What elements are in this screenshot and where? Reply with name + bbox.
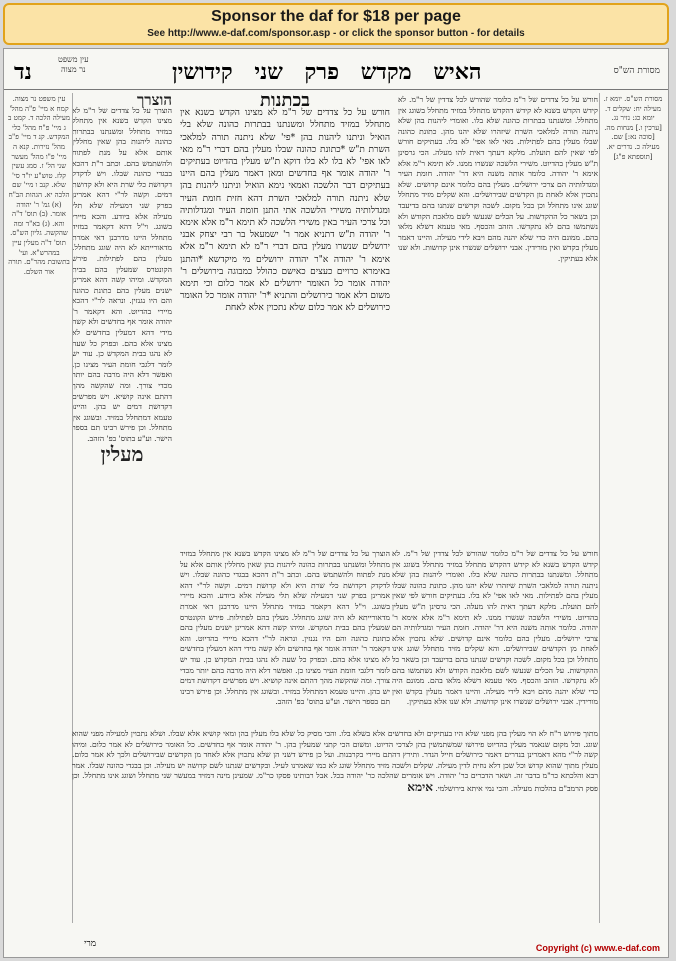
- sponsor-title: Sponsor the daf for $18 per page: [211, 8, 461, 25]
- gemara-column: [180, 95, 390, 545]
- page-title: האיש מקדש פרק שני קידושין: [172, 59, 482, 85]
- left-margin-notes: עין משפט נר מצוה. קמח א מיי' פ"ה מהל' מעילה הלכה ד. קמט ב ג מיי' פ"ח מהל' כלי המקדש. קנ ד מיי' פ"ב מהל' נזירות. קנא ה מיי' פ"ו מהל' מעשר שני הל' ז. סמג עשין קלז. טוש"ע יו"ד סי' שלא. קנב ו מיי' שם הלכה יא. הגהות הב"ח (א) גמ' ר' יהודה אומר. (ב) תוס' ד"ה והא. (ג) בא"ד ומה שהקשה. גליון הש"ס. תוס' ד"ה מעלין עיין במהרש"א. ועי' בתשובת מהר"ם. תורה אור השלם.: [8, 95, 70, 276]
- gemara-text: חורש על כל צדדים של ר"מ לא מצינו הקדש בשנא אין מתחלל במזיד מתחלל ומשנתנו בבתרות כהונה שלא בלי הואיל וניתנו ליהנות בהן *פי' שלא ניתנה תורה למלאכי השרת ת"ש *כתונת כהונה שבלו מעלין בהם דברי ר"מ מאי לאו אפי' לא בלו לא בלו דוקא ת"ש מעלין בהדיוט בעתיקים ר' יהודה אומר אף בחדשים ומאן דאמר מעלין בהם היינו בעתיקים דבר הלשכה ואמאי נימא הואיל וניתנו ליהנות בהן שלא ניתנה תורה למלאכי השרת דהא חזית חומת העיר ומגדלותיה משירי הלשכה אתי התנן חומת העיר ומגדלותיה וכל צרכי העיר באין משירי הלשכה לא תימא ר"מ אלא אימא ר' יהודה ת"ש דתניא אמר ר' ישמעאל בר רבי יצחק אבני ירושלים שנשרו מעלין בהם דברי ר"מ לא תימא ר"מ אלא אימא ר' יהודה א"ר יהודה ירושלים מי מיקדשא *והתנן באימרא כרויים כעצים כאישם כהולל כמבוגה בירושלים ר' יהודה אומר כל האומר ירושלים לא אמר כלום וכי תימא משום דלא אמר כירושלים והתניא *ר' יהודה אומר כל האומר כירושלים לא אמר כלום שלא נתכוין אלא לאחת: [180, 108, 390, 314]
- rashi-column: [398, 95, 598, 545]
- tosafot-continuation-text: הוצרך על כל צדדים של ר"מ לא מצינו הקדש בשנא אין מתחלל במזיד מתחלל ומשנתנו בבתרות כהונה ליהנות בהן שאין מחללין אותם אלא על מנת לפתוח ולהשתמש בהם. וכתב ר"ת דהכא בבגדי כהונה שבלו. ויש לדקדק דקדושת כלי שרת היא ולא קדושת דמים. וקשה לר"י דהא אמרינן בפרק שני דמעילה שלא תלי מעילה אלא ביודע. והכא מיירי בשוגג. וי"ל דהא דקאמר במזיד מתחלל היינו מדרבנן דאי אמרת מדאורייתא לא היה שוגג מתחלל. מעלין בהם לפתילות. פירש הקונטרס שמעלין בהם בבית המקדש. ומיהו קשה דהא אמרינן ישנים מעלין בהם כתונת כהונה והם היו נגנזין. ונראה לר"י דהכא מיירי בהדיוט. והא דקאמר ר' יהודה אומר אף בחדשים ולא קשה מידי דהא דמעלין בחדשים לא מצינו אלא בהם. ובפרק כל שעה לא נהגו בבית המקדש כן. עוד יש לומר דלגבי חומת העיר מצינו כן. ואפשר דלא היה מרבה בהם יותר מכדי צורך. ומה שהקשה מהך דהתם אינה קושיא. ויש מפרשים דקדושת דמים יש בהן. והיינו טעמא דמתחלל במזיד. ובשוגג אין מתחלל. וכן פירש רבינו תם בספר הישר. וע"ע בתוס' בפ' הזהב.: [180, 549, 390, 707]
- tosafot-column: [72, 95, 172, 715]
- right-margin-notes: מסורת הש"ס. יומא ז. מעילה יח: שקלים ד. יומא כג: נזיר נג. [ערכין ו.] מנחות מה. [סוכה נא:] שם. מעילה כ. נדרים יא. [תוספתא פ"ג]: [603, 95, 663, 161]
- page-header: [4, 53, 668, 87]
- middle-heading-word: מעלין: [100, 441, 144, 466]
- folio-number: נד: [14, 59, 32, 85]
- side-heading-word: בכתנות: [260, 95, 310, 111]
- tosafot-opening-word: הוצרך: [136, 95, 172, 109]
- gemara-continuation: [180, 549, 390, 719]
- right-divider: [599, 93, 600, 923]
- bottom-commentary-text: מתוך פירוש ר"ח לא הוי מעלין בהן מפני שלא היו בעתיקים ולא בחדשים אלא בשלא בלו. והכי מסיק כל שלא בלו מעלין בהן ומאי קושיא אלא שבלו. ושלא נתכוין למעילה מפני שהוא שוגג. וכל מקום שנאמר מעלין בהדיוט פירושו שמשתמשין בהן לצרכי הדיוט. ומשום הכי קתני שמעלין בהן. ר' יהודה אומר אף בחדשים. כל האומר כירושלים לא אמר כלום. ומיהו קשה לר"י מהא דאמרינן בנדרים דאמר כירושלים חייל הנדר. ותירץ דהתם מיירי בקרבנות. ועל כן פירש דשני הן שלא נתכוין אלא לאחד מן הקדשים שבירושלים ולכך לא אמר כלום. מעלין מתוך שהוא קדוש וכל שכן דלא נחית לדין מעילה. שקלים ולשכה מזיד מתחלל שוגג לא כמו שאמרנו לעיל. ובקדשים שנתנו לשם קדושה יש מעילה. וכן בבגדי כהונה שבלו. אמר רבא והלכתא כר"מ בדבר זה. ושאר הדברים כר' יהודה. ויש אומרים שהלכה כר' יהודה בכל. אבל רבותינו פסקו כר"מ. שמעינן מינה דמזיד במעשר שני מתחלל ושוגג אינו מתחלל. וכן פסק הרמב"ם בהלכות מעילה. והכי נמי איתא בירושלמי.: [72, 729, 598, 793]
- talmud-page: [3, 48, 669, 958]
- bottom-commentary: [72, 729, 598, 919]
- rashi-continuation: [392, 549, 598, 719]
- rashi-text: חורש על כל צדדים של ר"מ כלומר שהורש לכל צדדין של ר"מ. לא קידש הקדש בשנא לא קידש דהקדש מתחלל במזיד מתחלל בשוגג אין מתחלל. ומשנתנו בבתרות כהונה שלא בלו. ואומרי ליהנות בהן שלא ניתנה תורה למלאכי השרת שיזהרו שלא יהנו מהן. כתונת כהונה שבלו מעלין בהם לפתילות. מאי לאו אפי' לא בלו. בעתיקים חורש לפי שאין להם תועלת. מלקא דעתך דאית להו מעלה. הכי גרסינן ת"ש מעלין בהדיוט. משירי הלשכה שנשרו ממנו. לא תימא ר"מ אלא אימא ר' יהודה. כלומר אותה משנה היא דר' יהודה. חומת העיר ומגדלותיה הם צרכי ירושלים. מעלין בהם כלומר אינם קדושים. שלא נתכוין אלא לאחת מן הקדשים שבירושלים. והא שקלים מזיד מתחלל שוגג אינו מתחלל וכן בכל מקום. לשכה וקדשים שנתנו בהם בדיעבד וכן בשאר כל ההקדשות. על הכלים שנעשו לשם מלאכת הקודש ולא נשתמשו בהם לא נתקדשו. הזהב והכסף. מאי טעמא דשלא מלאו בהם. ממונם היה כדי שלא יהנה מהם ויבא לידי מעילה. והיינו דאמר מעלין בקדש ואין מורידין. אבני ירושלים שנשרו אינן קדושות. ולא שנו אלא בעתיקין.: [398, 95, 598, 263]
- copyright-notice[interactable]: Copyright (c) www.e-daf.com: [535, 943, 660, 953]
- ein-mishpat-label: עין משפט נר מצוה: [58, 55, 89, 74]
- tosafot-text: הוצרך על כל צדדים של ר"מ לא מצינו הקדש בשנא אין מתחלל במזיד מתחלל ומשנתנו בבתרות כהונה ליהנות בהן שאין מחללין אותם אלא על מנת לפתוח ולהשתמש בהם. וכתב ר"ת דהכא בבגדי כהונה שבלו. ויש לדקדק דקדושת כלי שרת היא ולא קדושת דמים. וקשה לר"י דהא אמרינן בפרק שני דמעילה שלא תלי מעילה אלא ביודע. והכא מיירי בשוגג. וי"ל דהא דקאמר במזיד מתחלל היינו מדרבנן דאי אמרת מדאורייתא לא היה שוגג מתחלל. מעלין בהם לפתילות. פירש הקונטרס שמעלין בהם בבית המקדש. ומיהו קשה דהא אמרינן ישנים מעלין בהם כתונת כהונה והם היו נגנזין. ונראה לר"י דהכא מיירי בהדיוט. והא דקאמר ר' יהודה אומר אף בחדשים ולא קשה מידי דהא דמעלין בחדשים לא מצינו אלא בהם. ובפרק כל שעה לא נהגו בבית המקדש כן. עוד יש לומר דלגבי חומת העיר מצינו כן. ואפשר דלא היה מרבה בהם יותר מכדי צורך. ומה שהקשה מהך דהתם אינה קושיא. ויש מפרשים דקדושת דמים יש בהן. והיינו טעמא דמתחלל במזיד. ובשוגג אין מתחלל. וכן פירש רבינו תם בספר הישר. וע"ע בתוס' בפ' הזהב.: [72, 105, 172, 443]
- bottom-heading-word: אימא: [407, 779, 433, 794]
- sponsor-banner[interactable]: [3, 3, 669, 45]
- sponsor-subtitle[interactable]: See http://www.e-daf.com/sponsor.asp - or click the sponsor button - for details: [147, 28, 525, 39]
- catchword: מרי: [84, 939, 97, 949]
- rashi-continuation-text: חורש על כל צדדים של ר"מ כלומר שהורש לכל צדדין של ר"מ. לא קידש הקדש בשנא לא קידש דהקדש מתחלל במזיד מתחלל בשוגג אין מתחלל. ומשנתנו בבתרות כהונה שלא בלו. ואומרי ליהנות בהן שלא ניתנה תורה למלאכי השרת שיזהרו שלא יהנו מהן. כתונת כהונה שבלו מעלין בהם לפתילות. מאי לאו אפי' לא בלו. בעתיקים חורש לפי שאין להם תועלת. מלקא דעתך דאית להו מעלה. הכי גרסינן ת"ש מעלין בהדיוט. משירי הלשכה שנשרו ממנו. לא תימא ר"מ אלא אימא ר' יהודה. כלומר אותה משנה היא דר' יהודה. חומת העיר ומגדלותיה הם צרכי ירושלים. מעלין בהם כלומר אינם קדושים. שלא נתכוין אלא לאחת מן הקדשים שבירושלים. והא שקלים מזיד מתחלל שוגג אינו מתחלל וכן בכל מקום. לשכה וקדשים שנתנו בהם בדיעבד וכן בשאר כל ההקדשות. על הכלים שנעשו לשם מלאכת הקודש ולא נשתמשו בהם לא נתקדשו. הזהב והכסף. מאי טעמא דשלא מלאו בהם. ממונם היה כדי שלא יהנה מהם ויבא לידי מעילה. והיינו דאמר מעלין בקדש ואין מורידין. אבני ירושלים שנשרו אינן קדושות. ולא שנו אלא בעתיקין.: [392, 549, 598, 707]
- masoret-hashas-label: מסורת הש"ס: [613, 66, 660, 76]
- header-divider: [4, 89, 668, 90]
